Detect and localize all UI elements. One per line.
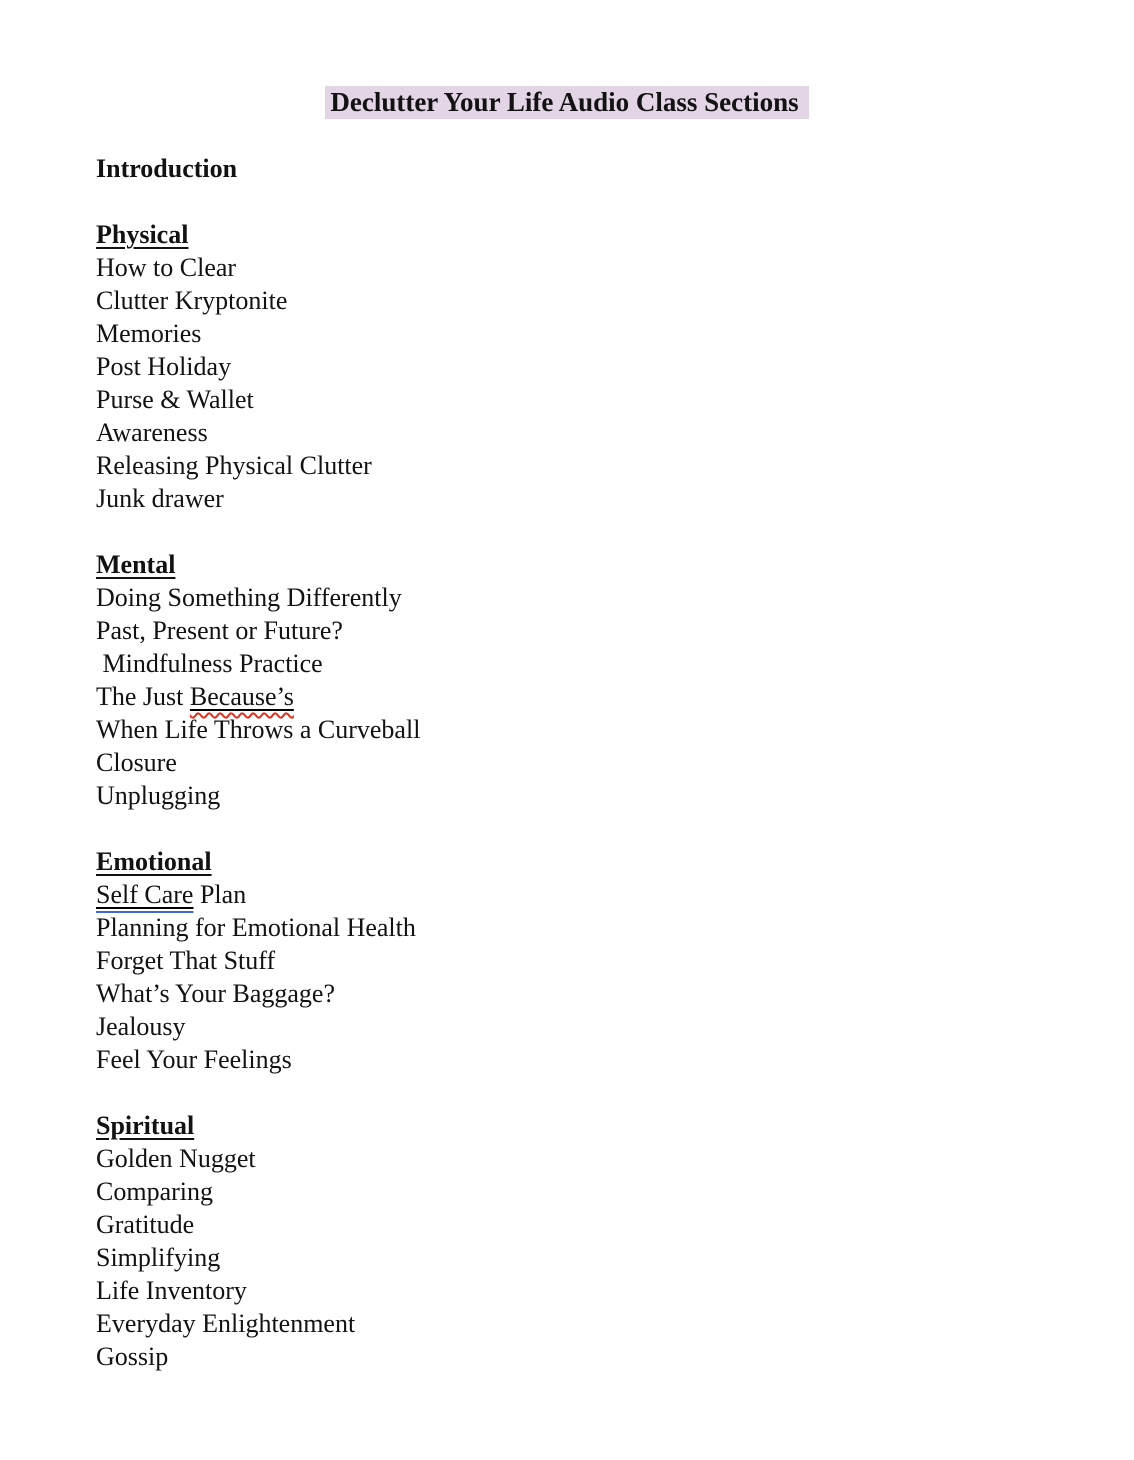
list-item: Post Holiday	[96, 352, 232, 381]
list-item: Clutter Kryptonite	[96, 286, 288, 315]
list-item: Doing Something Differently	[96, 583, 402, 612]
list-item: Planning for Emotional Health	[96, 913, 416, 942]
list-item: Unplugging	[96, 781, 221, 810]
list-item: Feel Your Feelings	[96, 1045, 292, 1074]
list-item-text: Plan	[193, 880, 247, 909]
list-item: Memories	[96, 319, 202, 348]
list-item: Gratitude	[96, 1210, 195, 1239]
page-title: Declutter Your Life Audio Class Sections	[325, 86, 808, 119]
list-item: Life Inventory	[96, 1276, 247, 1305]
section-physical	[96, 218, 1038, 515]
section-heading-emotional: Emotional	[96, 847, 212, 876]
list-item: Gossip	[96, 1342, 169, 1371]
list-item: How to Clear	[96, 253, 237, 282]
grammar-flagged-phrase: Self Care	[96, 880, 194, 909]
list-item: Comparing	[96, 1177, 213, 1206]
section-heading-introduction: Introduction	[96, 154, 238, 183]
list-item	[96, 680, 1038, 713]
list-item: Junk drawer	[96, 484, 224, 513]
section-emotional	[96, 845, 1038, 1076]
list-item: Past, Present or Future?	[96, 616, 343, 645]
list-item: Releasing Physical Clutter	[96, 451, 372, 480]
list-item: Jealousy	[96, 1012, 186, 1041]
list-item: Mindfulness Practice	[96, 649, 323, 678]
section-heading-physical: Physical	[96, 220, 189, 249]
title-row	[96, 86, 1038, 119]
underlined-phrase	[96, 880, 193, 909]
list-item: Awareness	[96, 418, 208, 447]
section-heading-spiritual: Spiritual	[96, 1111, 195, 1140]
list-item: Golden Nugget	[96, 1144, 256, 1173]
list-item-text: The Just	[96, 682, 190, 711]
section-spiritual	[96, 1109, 1038, 1373]
list-item: When Life Throws a Curveball	[96, 715, 421, 744]
underlined-phrase	[190, 682, 294, 711]
section-mental	[96, 548, 1038, 812]
list-item	[96, 878, 1038, 911]
list-item: What’s Your Baggage?	[96, 979, 336, 1008]
section-heading-mental: Mental	[96, 550, 176, 579]
list-item: Everyday Enlightenment	[96, 1309, 356, 1338]
section-introduction	[96, 152, 1038, 185]
list-item: Simplifying	[96, 1243, 221, 1272]
list-item: Forget That Stuff	[96, 946, 276, 975]
list-item: Purse & Wallet	[96, 385, 254, 414]
list-item: Closure	[96, 748, 177, 777]
spellcheck-flagged-word: Because’s	[189, 682, 294, 711]
